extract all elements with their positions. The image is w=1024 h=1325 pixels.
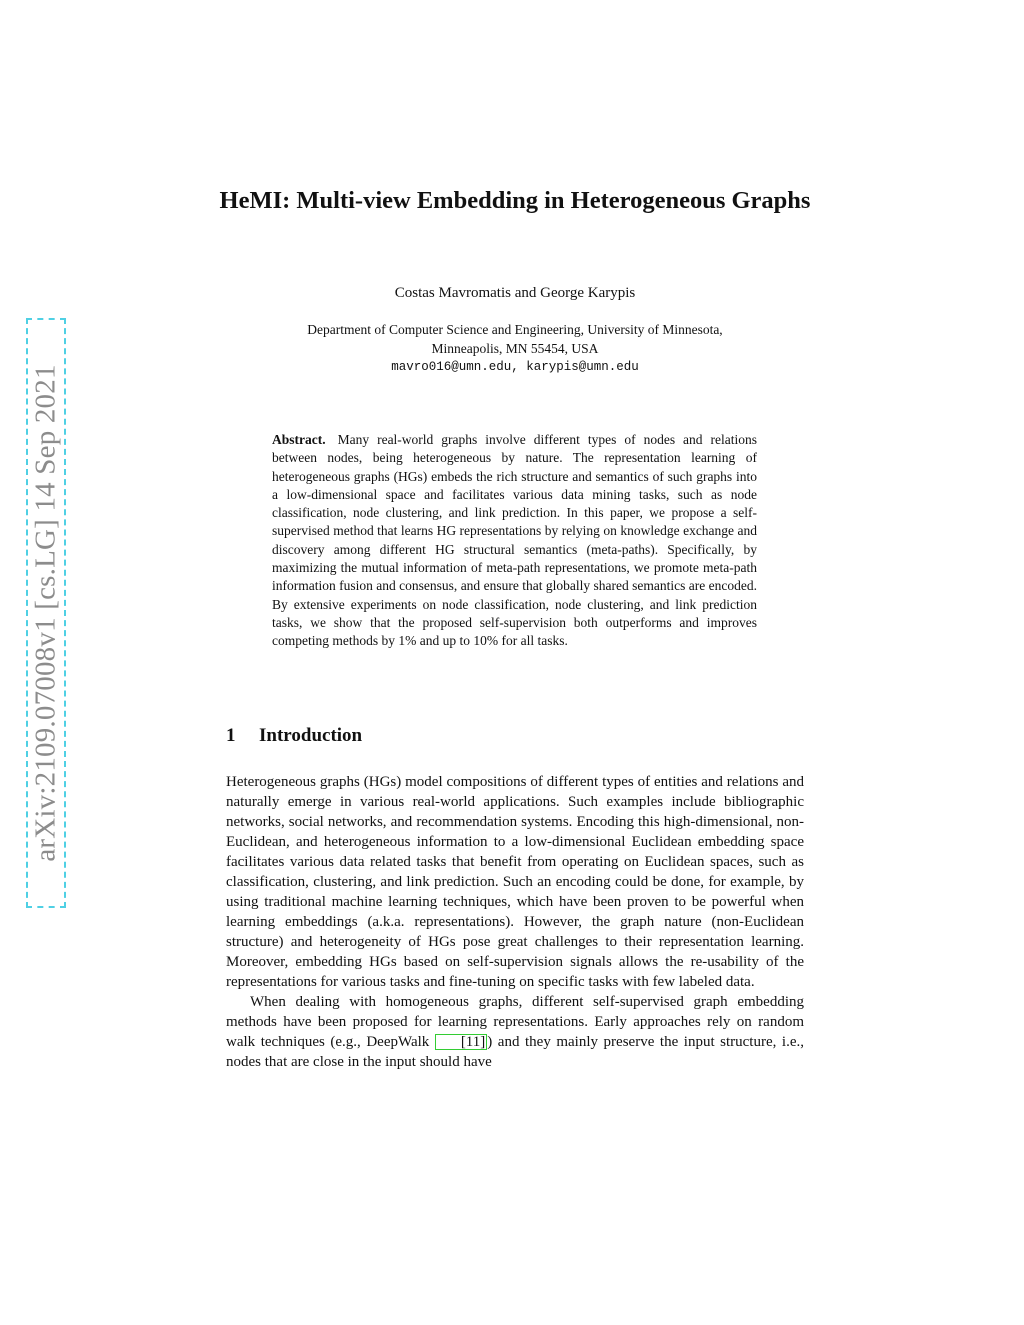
paragraph-2	[226, 992, 804, 1072]
abstract	[272, 431, 757, 651]
arxiv-stamp	[26, 318, 66, 908]
section-title: Introduction	[259, 725, 363, 746]
introduction-body	[226, 772, 804, 1072]
paragraph-1: Heterogeneous graphs (HGs) model compositions of different types of entities and relations and naturally emerge in various real-world applications. Such examples include bibliographic networks, social networks, and recommendation systems. Encoding this high-dimensional, non-Euclidean, and heterogeneous information to a low-dimensional Euclidean embedding space facilitates various data related tasks that benefit from operating on Euclidean spaces, such as classification, clustering, and link prediction. Such an encoding could be done, for example, by using traditional machine learning techniques, which have been proven to be powerful when learning embeddings (a.k.a. representations). However, the graph nature (non-Euclidean structure) and heterogeneity of HGs pose great challenges to their representation learning. Moreover, embedding HGs based on self-supervision signals allows the re-usability of the representations for various tasks and fine-tuning on specific tasks with few labeled data.	[226, 774, 804, 990]
arxiv-identifier[interactable]: arXiv:2109.07008v1 [cs.LG] 14 Sep 2021	[29, 364, 62, 862]
section-number: 1	[226, 725, 236, 746]
paragraph-2-text: When dealing with homogeneous graphs, different self-supervised graph embedding methods have been proposed for learning representations. Early approaches rely on random walk techniques (e.g., DeepWalk	[226, 994, 804, 1050]
author-emails[interactable]: mavro016@umn.edu, karypis@umn.edu	[391, 360, 639, 374]
section-heading	[226, 725, 362, 747]
abstract-text: Many real-world graphs involve different types of nodes and relations between nodes, being heterogeneous by nature. The representation learning of heterogeneous graphs (HGs) embeds the rich structure and semantics of such graphs into a low-dimensional space and facilitates various data mining tasks, such as node classification, node clustering, and link prediction. In this paper, we propose a self-supervised method that learns HG representations by relying on knowledge exchange and discovery among different HG structural semantics (meta-paths). Specifically, by maximizing the mutual information of meta-path representations, we promote meta-path information fusion and consensus, and ensure that globally shared semantics are encoded. By extensive experiments on node classification, node clustering, and link prediction tasks, we show that the proposed self-supervision both outperforms and improves competing methods by 1% and up to 10% for all tasks.	[272, 432, 758, 649]
authors: Costas Mavromatis and George Karypis	[394, 285, 636, 301]
citation-link[interactable]: [11]	[435, 1034, 487, 1050]
abstract-label: Abstract.	[272, 432, 326, 447]
paper-title: HeMI: Multi-view Embedding in Heterogeneous Graphs	[219, 187, 811, 214]
affiliation-line-1: Department of Computer Science and Engineering, University of Minnesota,	[307, 322, 723, 337]
affiliation	[200, 320, 830, 377]
affiliation-line-2: Minneapolis, MN 55454, USA	[431, 341, 599, 356]
paragraph-2-text-cont: ) and they mainly preserve the input structure, i.e., nodes that are close in the input should have	[226, 1034, 804, 1070]
